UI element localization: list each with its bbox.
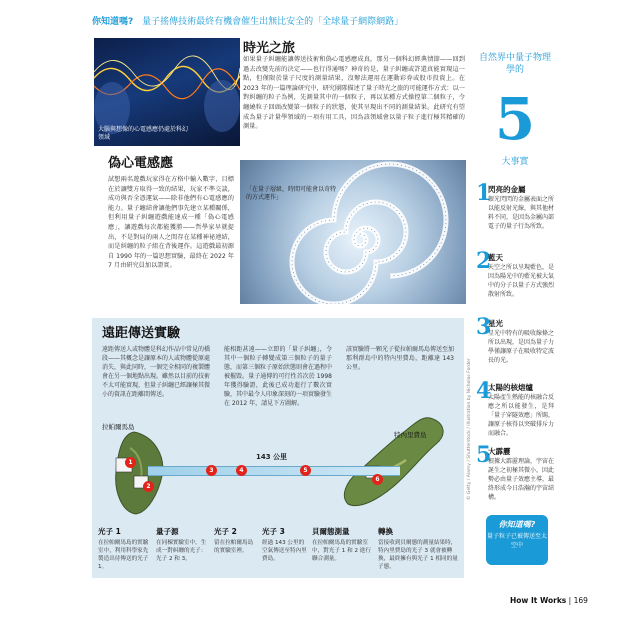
fact-body: 銀光閃閃的金屬表面之所以能反射光線，與其他材料不同，是因為金屬內部電子的量子行為所致。 [488, 196, 555, 230]
marker-2: 2 [143, 481, 154, 492]
marker-3: 3 [206, 465, 217, 476]
time-spiral-photo [240, 160, 466, 304]
did-you-know-title: 你知道嗎? [498, 520, 536, 529]
teleport-col-1: 遠距傳送人或物體是科幻作品中常見的橋段——其概念是讓原本的人或物體從原處消失，與此同時，一個完全相同的複製體會在另一個地點出現。雖然以目前的技術不太可能實現，但量子糾纏已經讓極其微小的資訊在距離間傳送。 [102, 346, 210, 398]
footer-brand: How It Works [510, 596, 567, 605]
step-item [214, 526, 258, 555]
page-footer: How It Works | 169 [510, 596, 588, 605]
fact-title: 大霹靂 [488, 447, 511, 456]
telepathy-title: 偽心電感應 [108, 156, 174, 171]
fact-body: 星光中特有的吸收線條之所以出現，是因為量子力學僅讓原子在吸收特定波長的光。 [488, 330, 555, 364]
step-body: 在拉帕爾馬島的實驗室中，對光子 1 和 2 進行聯合測量。 [312, 540, 371, 562]
sidebar-subheading: 大事實 [501, 157, 529, 167]
step-body: 當接收到貝爾態的測量結果時，特內里費島的光子 3 就會被轉換，最終擁有與光子 1 相同的量子態。 [378, 540, 458, 570]
la-palma-label: 拉帕爾馬島 [102, 423, 135, 431]
step-item [262, 526, 308, 563]
sidebar-heading: 自然界中量子物理學的 [478, 53, 551, 75]
photon-beam [148, 466, 400, 476]
step-item [378, 526, 458, 571]
fact-item [476, 444, 554, 510]
fact-number: 1 [476, 180, 492, 206]
fact-body: 天空之所以呈現藍色，是因為陽光中的藍光被大氣中的分子以量子方式強烈散射所致。 [488, 264, 555, 298]
time-spiral-caption: 「在量子層級，時間可能會以奇特的方式運作」 [246, 186, 337, 201]
fact-number: 4 [476, 378, 492, 404]
time-travel-title: 時光之旅 [243, 41, 296, 56]
fact-item [476, 182, 554, 248]
page-number: 169 [573, 596, 588, 605]
banner-did-you-know: 你知道嗎? [92, 17, 134, 27]
teleport-title: 遠距傳送實驗 [102, 326, 181, 341]
marker-4: 4 [236, 465, 247, 476]
top-banner [92, 14, 562, 30]
fact-body: 根據大霹靂理論，宇宙在誕生之初極其微小，因此勢必由量子效應主導，最終形成今日浩瀚的宇宙結構。 [488, 458, 555, 501]
step-title: 光子 3 [262, 527, 285, 536]
photo-credit: © Getty / Alamy / Shutterstock / Illustration by Nicholas Forder [467, 358, 472, 500]
step-body: 在拉帕爾馬島的實驗室中，利用科學家先製造出待傳送的光子 1。 [98, 540, 149, 570]
step-body: 在同棟實驗室中，生成一對糾纏的光子：光子 2 和 3。 [156, 540, 207, 562]
step-title: 轉換 [378, 527, 393, 536]
did-you-know-body: 量子粒子已被傳送至太空中 [486, 533, 547, 549]
teleport-steps [98, 526, 460, 576]
distance-label: 143 公里 [256, 453, 288, 461]
tenerife-label: 特內里費島 [394, 431, 427, 439]
telepathy-body: 試想兩名遊戲玩家得在方格中輸入數字，目標在於讓雙方取得一致的結果，玩家不準交談，成功與否全憑運氣——除非他們有心電感應的能力。量子纏結會讓他們事先建立某種關係，但利用量子糾纏遊戲能達成一種「偽心電感應」，讓遊戲每次都能獲勝——哲學家早就提出，不是對局的兩人之間存在某種神祕連結，而是糾纏的粒子組在背後運作。這遊戲最初源自 1990 年的一篇思想實驗，最終在 2022 年 7 月由研究員加以證實。 [108, 176, 234, 270]
banner-text: 量子搖傳技術最終有機會催生出無比安全的「全球量子網際網路」 [142, 17, 404, 27]
fact-item [476, 250, 554, 310]
did-you-know-box [486, 515, 548, 565]
marker-1: 1 [125, 457, 136, 468]
fact-body: 太陽產生熱能的核融合反應之所以能發生，是拜「量子穿隧效應」所賜，讓原子核得以突破排斥力而融合。 [488, 394, 555, 437]
step-item [98, 526, 150, 571]
step-item [156, 526, 208, 563]
fact-number: 5 [476, 442, 492, 468]
step-title: 光子 2 [214, 527, 237, 536]
teleport-col-2: 能相距甚遠——立即的「量子糾纏」，令其中一個粒子轉變成第三個粒子的量子態，而第三個粒子原始狀態則會在過程中被摧毀。量子通傳的可行性首次於 1998 年獲得驗證，此後已成功進行了數次實驗，其中最令人印象深刻的一項實驗發生在 2012 年，請見下方圖解。 [224, 346, 332, 407]
step-title: 光子 1 [98, 527, 121, 536]
fact-title: 藍天 [488, 253, 503, 262]
step-body: 留在拉帕爾馬島的實驗室裡。 [214, 540, 254, 554]
telepathy-photo [94, 38, 240, 146]
fact-number: 3 [476, 314, 492, 340]
fact-number: 2 [476, 248, 492, 274]
step-title: 貝爾態測量 [312, 527, 350, 536]
step-title: 量子源 [156, 527, 179, 536]
fact-title: 星光 [488, 319, 503, 328]
step-item [312, 526, 372, 563]
marker-5: 5 [300, 465, 311, 476]
teleport-col-3: 該實驗將一顆光子從拉帕爾馬島傳送至加那利群島中的特內里費島，距離達 143 公里。 [346, 346, 454, 371]
clock-spiral-illustration [240, 160, 466, 304]
step-body: 經過 143 公里的空氣傳送至特內里費島。 [262, 540, 307, 562]
fact-item [476, 380, 554, 450]
fact-title: 太陽的核熔爐 [488, 383, 533, 392]
telepathy-photo-caption: 大腦與想像的心電感應仍處於科幻領域 [98, 126, 189, 141]
time-travel-body: 如果量子糾纏能讓傳送技術和偽心電感應成真，那另一個科幻經典情節——回到過去改變先前的決定——也行得通嗎？神奇的是，量子糾纏或許還真能實現這一點，但僅限於量子尺度的測量結果，沒辦法運用在運動彩券或股市投資上。在 2023 年的一篇理論研究中，研究團隊描述了量子時光之旅的可能運作方式：以一對糾纏的粒子為例，先測量其中的一個粒子，再以某種方式操控第二個粒子，令纏繞粒子回頭改變第一個粒子的狀態，使其呈現出不同的測量結果。此研究有望成為量子計量學領域的一項有用工具，因為該領域會以量子粒子進行極其精確的測量。 [243, 56, 465, 131]
sidebar-number: 5 [494, 85, 536, 153]
fact-item [476, 316, 554, 376]
marker-6: 6 [372, 474, 383, 485]
fact-title: 閃亮的金屬 [488, 185, 526, 194]
